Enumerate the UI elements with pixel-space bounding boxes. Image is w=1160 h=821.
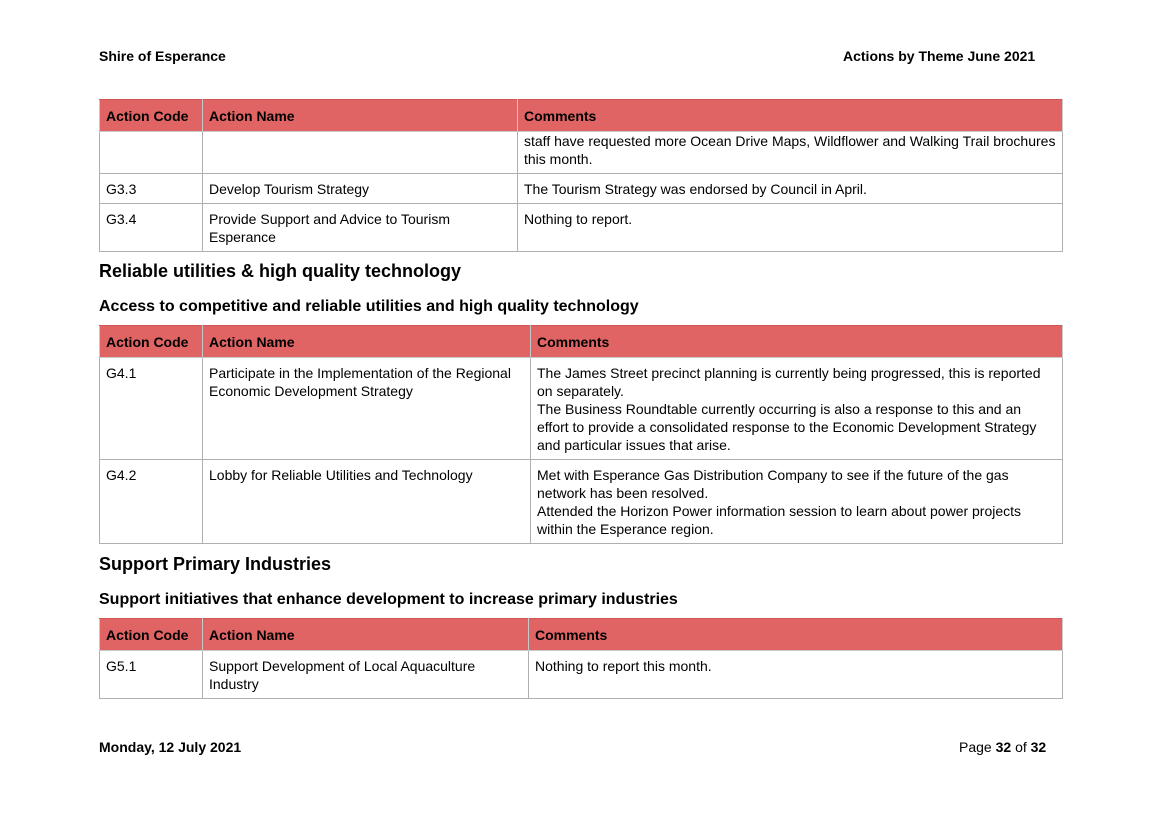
col-header-action-code: Action Code [100, 100, 203, 132]
comments-cell [529, 651, 1063, 699]
comments-cell [531, 460, 1063, 544]
col-header-action-code: Action Code [100, 326, 203, 358]
comments-cell [518, 174, 1063, 204]
footer-page-number [959, 739, 1046, 755]
comments-cell [518, 132, 1063, 174]
comments-cell [518, 204, 1063, 252]
col-header-action-name: Action Name [203, 619, 529, 651]
action-name-cell: Support Development of Local Aquaculture Industry [203, 651, 529, 699]
action-code-cell: G3.3 [100, 174, 203, 204]
table-row [100, 358, 1063, 460]
footer-date: Monday, 12 July 2021 [99, 739, 242, 755]
page-of: of [1015, 739, 1027, 755]
header-report-title: Actions by Theme June 2021 [843, 48, 1036, 64]
page-label: Page [959, 739, 992, 755]
table-row [100, 460, 1063, 544]
action-code-cell [100, 132, 203, 174]
col-header-comments: Comments [531, 326, 1063, 358]
action-name-cell: Develop Tourism Strategy [203, 174, 518, 204]
actions-table-tourism [99, 99, 1063, 252]
page-current: 32 [995, 739, 1012, 755]
table-row [100, 174, 1063, 204]
table-row [100, 132, 1063, 174]
comment-text: The Business Roundtable currently occurring is also a response to this and an effort to provide a consolidated response to the Economic Development Strategy and particular issues that arise. [537, 401, 1037, 453]
comment-text: Attended the Horizon Power information session to learn about power projects within the Esperance region. [537, 503, 1022, 537]
action-name-cell: Lobby for Reliable Utilities and Technology [203, 460, 531, 544]
table-header-row [100, 326, 1063, 358]
header-org: Shire of Esperance [99, 48, 226, 64]
comment-text: staff have requested more Ocean Drive Maps, Wildflower and Walking Trail brochures this month. [524, 133, 1056, 167]
col-header-action-code: Action Code [100, 619, 203, 651]
table-row [100, 651, 1063, 699]
actions-table-primary-industries [99, 618, 1063, 699]
section-subtitle-utilities: Access to competitive and reliable utilities and high quality technology [99, 298, 639, 315]
action-code-cell: G3.4 [100, 204, 203, 252]
table-header-row [100, 619, 1063, 651]
comment-text: Met with Esperance Gas Distribution Company to see if the future of the gas network has been resolved. [537, 467, 1009, 501]
action-code-cell: G4.1 [100, 358, 203, 460]
comment-text: Nothing to report. [524, 211, 633, 227]
comments-cell [531, 358, 1063, 460]
action-code-cell: G4.2 [100, 460, 203, 544]
table-header-row [100, 100, 1063, 132]
col-header-comments: Comments [518, 100, 1063, 132]
page-total: 32 [1030, 739, 1047, 755]
comment-text: The James Street precinct planning is currently being progressed, this is reported on separately. [537, 365, 1041, 399]
action-name-cell: Participate in the Implementation of the Regional Economic Development Strategy [203, 358, 531, 460]
action-code-cell: G5.1 [100, 651, 203, 699]
section-subtitle-primary-industries: Support initiatives that enhance development to increase primary industries [99, 591, 678, 608]
section-title-primary-industries: Support Primary Industries [99, 554, 332, 574]
col-header-comments: Comments [529, 619, 1063, 651]
col-header-action-name: Action Name [203, 100, 518, 132]
actions-table-utilities [99, 325, 1063, 544]
section-title-utilities: Reliable utilities & high quality technology [99, 261, 462, 281]
table-row [100, 204, 1063, 252]
comment-text: The Tourism Strategy was endorsed by Council in April. [524, 181, 867, 197]
action-name-cell: Provide Support and Advice to Tourism Esperance [203, 204, 518, 252]
comment-text: Nothing to report this month. [535, 658, 712, 674]
col-header-action-name: Action Name [203, 326, 531, 358]
action-name-cell [203, 132, 518, 174]
